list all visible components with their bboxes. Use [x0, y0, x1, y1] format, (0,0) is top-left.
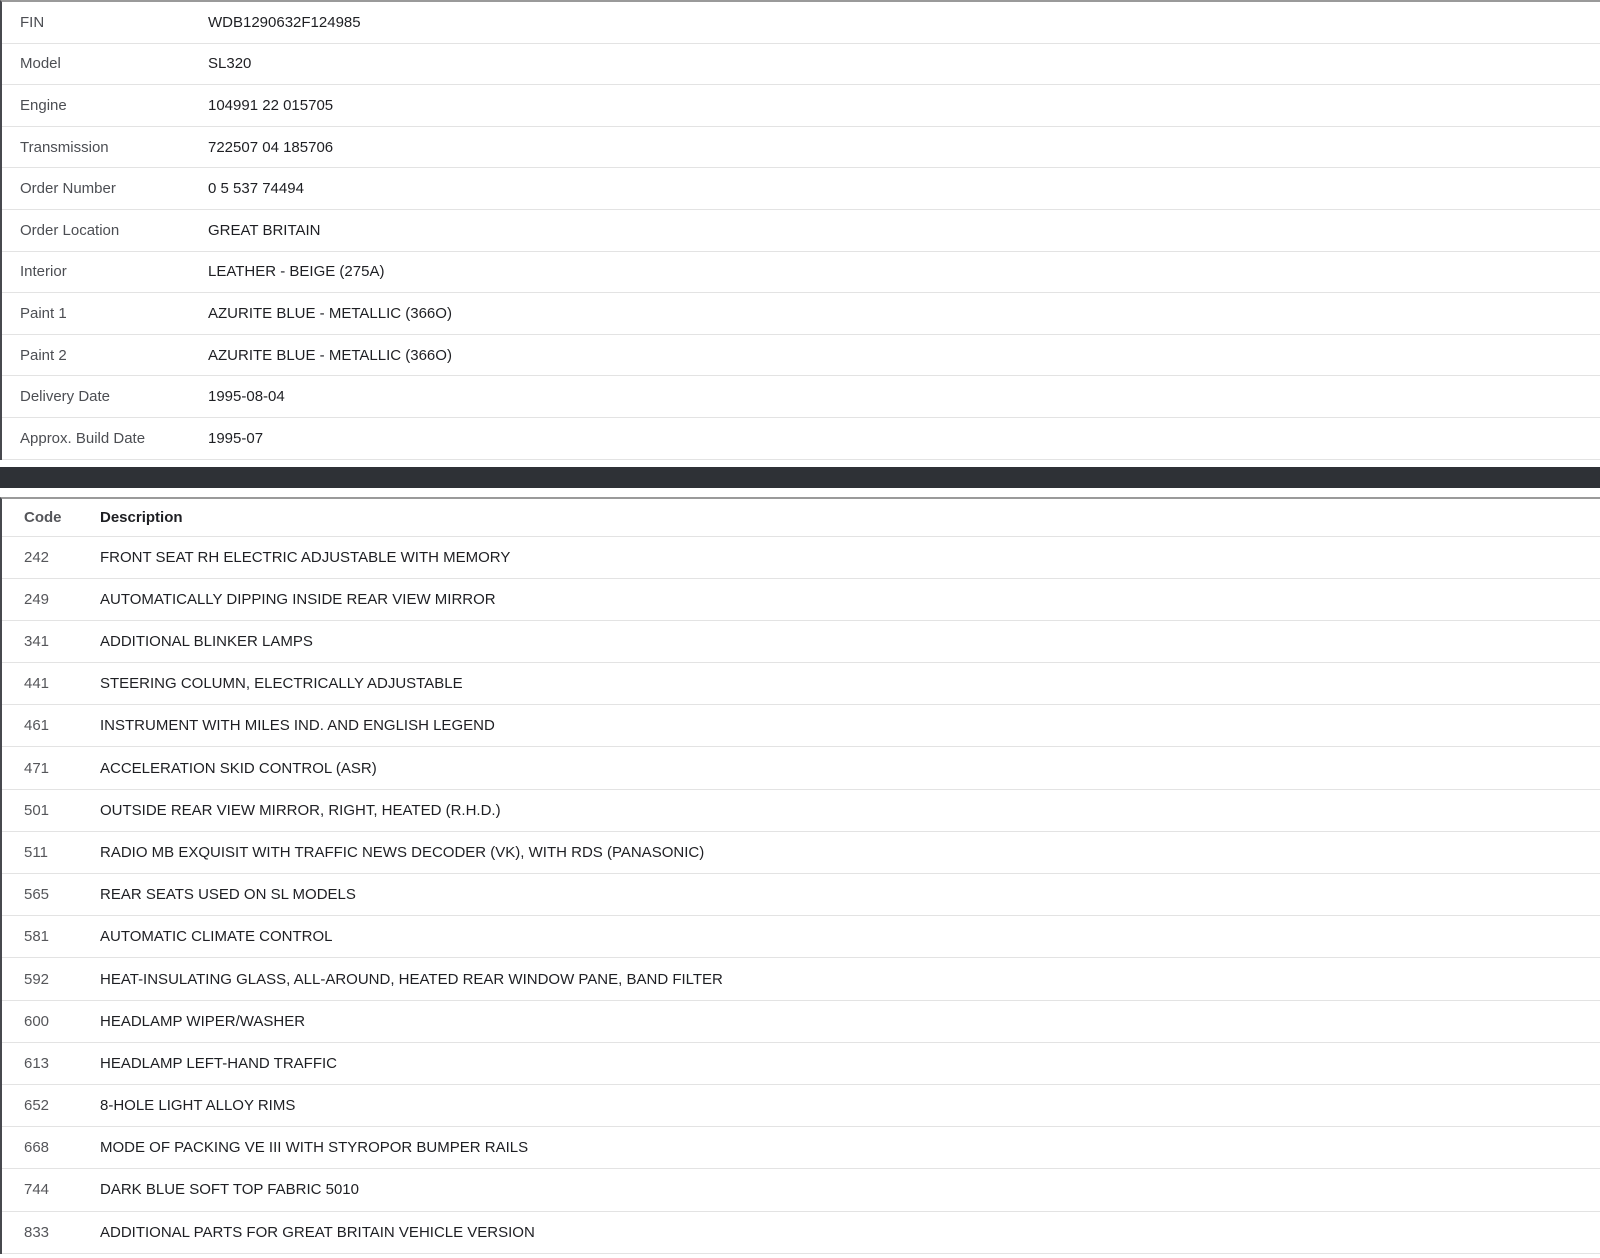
option-code: 652 [24, 1097, 50, 1115]
option-row [2, 1127, 1600, 1169]
option-code: 613 [24, 1054, 50, 1072]
option-description: RADIO MB EXQUISIT WITH TRAFFIC NEWS DECODER (VK), WITH RDS (PANASONIC) [100, 843, 705, 861]
option-row [2, 958, 1600, 1000]
option-code: 441 [24, 675, 50, 693]
info-value: 1995-08-04 [208, 388, 285, 406]
option-row [2, 916, 1600, 958]
option-row [2, 537, 1600, 579]
option-description: HEADLAMP LEFT-HAND TRAFFIC [100, 1054, 337, 1072]
info-row-interior [2, 252, 1600, 294]
info-label: Paint 1 [20, 304, 67, 322]
info-value: 104991 22 015705 [208, 96, 334, 114]
option-description: ADDITIONAL PARTS FOR GREAT BRITAIN VEHICLE VERSION [100, 1223, 535, 1241]
info-label: Paint 2 [20, 346, 67, 364]
option-description: AUTOMATIC CLIMATE CONTROL [100, 928, 333, 946]
option-row [2, 1001, 1600, 1043]
info-value: AZURITE BLUE - METALLIC (366O) [208, 346, 452, 364]
option-code: 581 [24, 928, 50, 946]
option-code: 471 [24, 759, 50, 777]
option-code: 511 [24, 843, 48, 861]
option-row [2, 1043, 1600, 1085]
info-row-order-number [2, 168, 1600, 210]
option-row [2, 579, 1600, 621]
info-label: FIN [20, 13, 45, 31]
option-description: 8-HOLE LIGHT ALLOY RIMS [100, 1097, 296, 1115]
info-row-delivery-date [2, 376, 1600, 418]
vehicle-info-table [0, 0, 1600, 460]
info-value: AZURITE BLUE - METALLIC (366O) [208, 304, 452, 322]
option-row [2, 1169, 1600, 1211]
description-column-header: Description [100, 508, 183, 526]
info-label: Engine [20, 96, 67, 114]
option-description: FRONT SEAT RH ELECTRIC ADJUSTABLE WITH MEMORY [100, 548, 511, 566]
section-divider-bar [0, 467, 1600, 488]
info-row-paint-2 [2, 335, 1600, 377]
info-label: Model [20, 55, 61, 73]
info-label: Order Number [20, 180, 116, 198]
option-code: 242 [24, 548, 50, 566]
option-row [2, 1212, 1600, 1254]
code-column-header: Code [24, 508, 62, 526]
option-code: 592 [24, 970, 50, 988]
option-row [2, 874, 1600, 916]
options-header-row [2, 499, 1600, 537]
option-description: OUTSIDE REAR VIEW MIRROR, RIGHT, HEATED (R.H.D.) [100, 801, 501, 819]
option-code: 668 [24, 1139, 50, 1157]
option-row [2, 832, 1600, 874]
option-code: 249 [24, 590, 50, 608]
option-row [2, 790, 1600, 832]
info-label: Approx. Build Date [20, 429, 146, 447]
info-row-paint-1 [2, 293, 1600, 335]
option-code: 744 [24, 1181, 50, 1199]
option-description: HEAT-INSULATING GLASS, ALL-AROUND, HEATED REAR WINDOW PANE, BAND FILTER [100, 970, 723, 988]
info-value: WDB1290632F124985 [208, 13, 361, 31]
info-label: Order Location [20, 221, 120, 239]
info-label: Transmission [20, 138, 109, 156]
option-description: HEADLAMP WIPER/WASHER [100, 1012, 306, 1030]
option-row [2, 621, 1600, 663]
info-value: 0 5 537 74494 [208, 180, 304, 198]
option-code: 600 [24, 1012, 50, 1030]
info-row-transmission [2, 127, 1600, 169]
option-row [2, 747, 1600, 789]
option-codes-table [0, 497, 1600, 1254]
info-value: LEATHER - BEIGE (275A) [208, 263, 385, 281]
option-description: REAR SEATS USED ON SL MODELS [100, 886, 356, 904]
info-value: 1995-07 [208, 429, 264, 447]
option-description: MODE OF PACKING VE III WITH STYROPOR BUMPER RAILS [100, 1139, 529, 1157]
option-code: 501 [24, 801, 50, 819]
option-code: 565 [24, 886, 50, 904]
option-description: INSTRUMENT WITH MILES IND. AND ENGLISH LEGEND [100, 717, 495, 735]
info-value: SL320 [208, 55, 252, 73]
info-label: Interior [20, 263, 67, 281]
info-value: GREAT BRITAIN [208, 221, 321, 239]
option-row [2, 663, 1600, 705]
option-description: ADDITIONAL BLINKER LAMPS [100, 633, 313, 650]
option-code: 461 [24, 717, 50, 735]
info-row-fin [2, 2, 1600, 44]
option-code: 833 [24, 1223, 50, 1241]
option-row [2, 1085, 1600, 1127]
option-description: DARK BLUE SOFT TOP FABRIC 5010 [100, 1181, 359, 1199]
info-row-build-date [2, 418, 1600, 460]
info-label: Delivery Date [20, 388, 111, 406]
option-description: ACCELERATION SKID CONTROL (ASR) [100, 759, 377, 777]
option-row [2, 705, 1600, 747]
info-value: 722507 04 185706 [208, 138, 334, 156]
info-row-engine [2, 85, 1600, 127]
option-description: AUTOMATICALLY DIPPING INSIDE REAR VIEW MIRROR [100, 590, 496, 608]
option-code: 341 [24, 633, 50, 650]
info-row-order-location [2, 210, 1600, 252]
info-row-model [2, 44, 1600, 86]
option-description: STEERING COLUMN, ELECTRICALLY ADJUSTABLE [100, 675, 463, 693]
